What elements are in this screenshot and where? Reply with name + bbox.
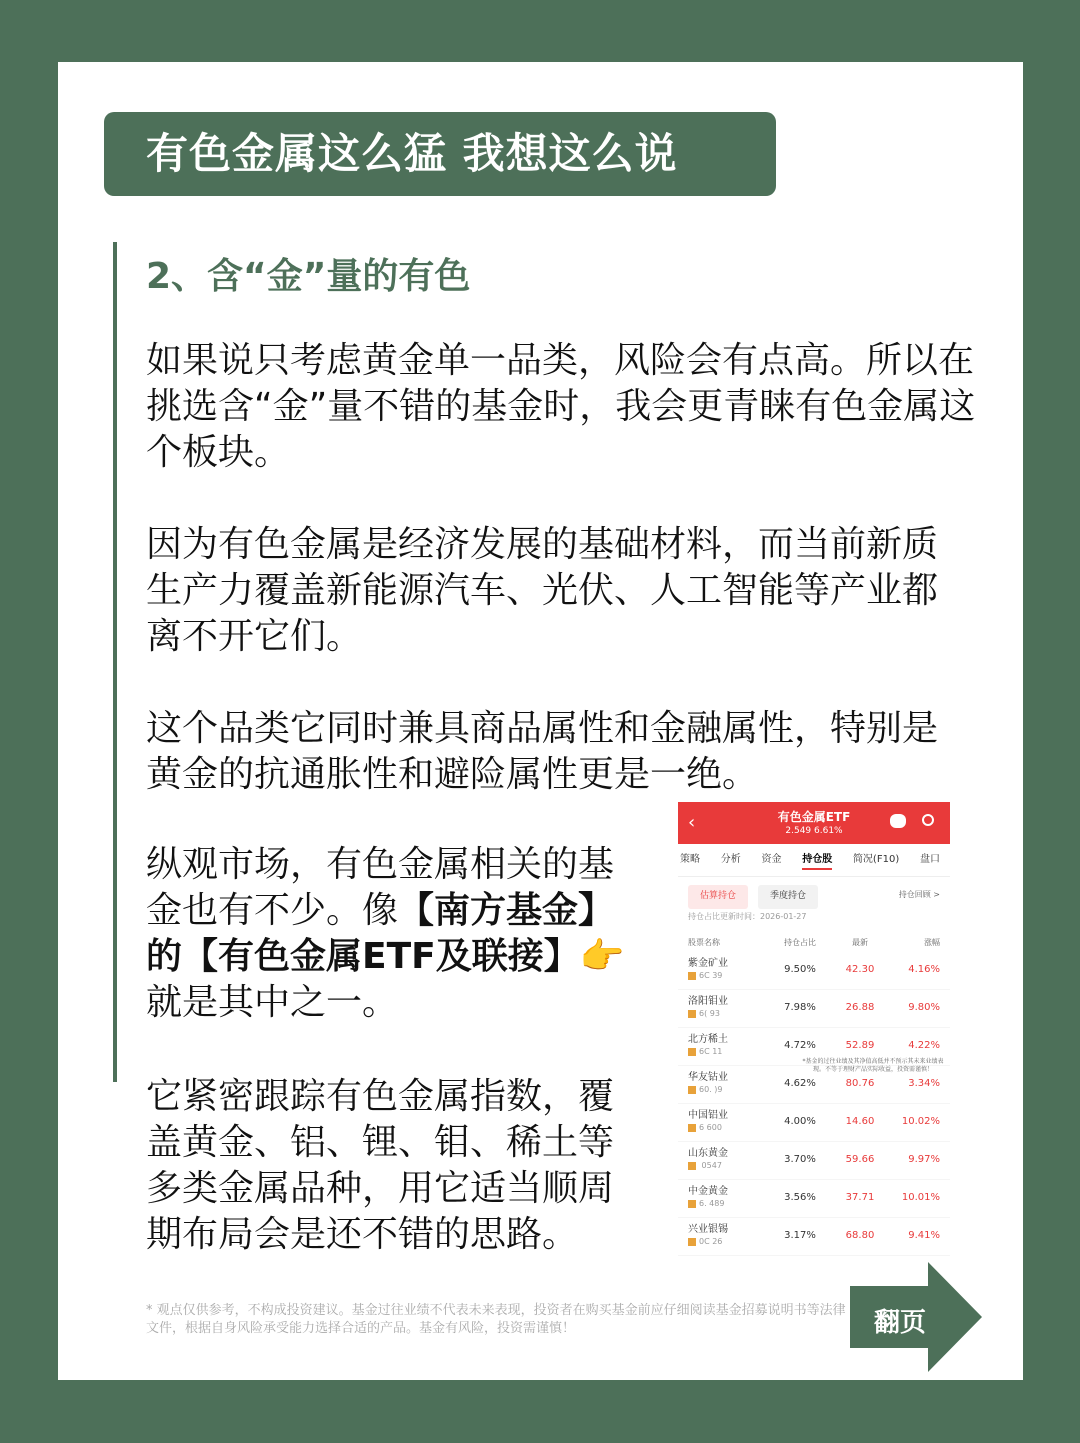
stock-name: 中金黄金 — [688, 1186, 728, 1197]
stock-code-text: 0C 26 — [699, 1237, 723, 1246]
risk-note: *基金的过往业绩及其净值高低并不预示其未来业绩表现。不等于理财产品实际收益，投资需谨慎！ — [802, 1058, 944, 1073]
latest-price: 59.66 — [845, 1154, 875, 1165]
holding-pct: 4.72% — [784, 1040, 816, 1051]
stock-name: 山东黄金 — [688, 1148, 728, 1159]
col-change: 涨幅 — [924, 938, 940, 947]
section-title: 2、含“金”量的有色 — [146, 256, 471, 297]
stock-code — [688, 1199, 724, 1208]
stock-name-cell — [688, 1148, 770, 1172]
holdings-table — [678, 952, 950, 1256]
latest-price: 37.71 — [845, 1192, 875, 1203]
holding-pct: 3.17% — [784, 1230, 816, 1241]
tab-profile[interactable]: 简况(F10) — [852, 854, 900, 865]
disclaimer: * 观点仅供参考，不构成投资建议。基金过往业绩不代表未来表现，投资者在购买基金前应仔细阅读基金招募说明书等法律文件，根据自身风险承受能力选择合适的产品。基金有风险，投资需谨慎！ — [146, 1303, 846, 1336]
fund-quote: 2.549 6.61% — [785, 826, 843, 836]
holding-pct: 9.50% — [784, 964, 816, 975]
paragraph-5: 它紧密跟踪有色金属指数，覆盖黄金、铝、锂、钼、稀土等多类金属品种，用它适当顺周期布局会是还不错的思路。 — [146, 1076, 615, 1255]
stock-name: 兴业银锡 — [688, 1224, 728, 1235]
stock-name: 紫金矿业 — [688, 958, 728, 969]
update-time: 持仓占比更新时间：2026-01-27 — [688, 912, 807, 921]
stock-code-text: 6C 39 — [699, 971, 723, 980]
stock-name-cell — [688, 1072, 770, 1096]
app-tabs — [678, 844, 950, 877]
stock-name-cell — [688, 1224, 770, 1248]
back-arrow-icon[interactable]: ‹ — [688, 812, 696, 833]
pointing-hand-icon: 👉 — [579, 936, 625, 977]
subtab-quarterly[interactable]: 季度持仓 — [758, 885, 818, 909]
stock-name: 华友钴业 — [688, 1072, 728, 1083]
market-badge-icon — [688, 1086, 696, 1094]
table-header — [678, 929, 950, 952]
paragraph-2: 因为有色金属是经济发展的基础材料，而当前新质生产力覆盖新能源汽车、光伏、人工智能等产业都离不开它们。 — [146, 524, 939, 657]
tab-strategy[interactable]: 策略 — [680, 854, 700, 865]
price-change: 9.80% — [908, 1002, 940, 1013]
holding-pct: 3.70% — [784, 1154, 816, 1165]
table-row[interactable] — [678, 1180, 950, 1218]
price-change: 9.41% — [908, 1230, 940, 1241]
stock-name: 北方稀土 — [688, 1034, 728, 1045]
market-badge-icon — [688, 1162, 696, 1170]
stock-code — [688, 1123, 722, 1132]
market-badge-icon — [688, 1048, 696, 1056]
latest-price: 80.76 — [845, 1078, 875, 1089]
fund-app-screenshot — [678, 802, 950, 1322]
tab-orderbook[interactable]: 盘口 — [919, 854, 940, 865]
app-header — [678, 802, 950, 844]
stock-code-text: 6. 489 — [699, 1199, 725, 1208]
market-badge-icon — [688, 1010, 696, 1018]
stock-name: 洛阳钼业 — [688, 996, 728, 1007]
holding-history-link[interactable]: 持仓回顾 > — [898, 890, 940, 899]
price-change: 3.34% — [908, 1078, 940, 1089]
table-row[interactable] — [678, 952, 950, 990]
price-change: 4.22% — [908, 1040, 940, 1051]
market-badge-icon — [688, 1200, 696, 1208]
stock-code-text: 6C 11 — [699, 1047, 723, 1056]
stock-code — [688, 1237, 722, 1246]
stock-code — [688, 1047, 722, 1056]
search-icon[interactable] — [922, 814, 934, 826]
stock-code — [688, 1161, 722, 1170]
stock-name: 中国铝业 — [688, 1110, 728, 1121]
subtab-estimated[interactable]: 估算持仓 — [688, 885, 748, 909]
stock-code-text: 6( 93 — [699, 1009, 720, 1018]
table-row[interactable] — [678, 1104, 950, 1142]
holding-pct: 4.62% — [784, 1078, 816, 1089]
col-price: 最新 — [852, 938, 868, 947]
price-change: 4.16% — [908, 964, 940, 975]
stock-name-cell — [688, 1034, 770, 1058]
stock-name-cell — [688, 958, 770, 982]
latest-price: 68.80 — [845, 1230, 875, 1241]
latest-price: 14.60 — [845, 1116, 875, 1127]
paragraph-1: 如果说只考虑黄金单一品类，风险会有点高。所以在挑选含“金”量不错的基金时，我会更青睐有色金属这个板块。 — [146, 340, 976, 473]
market-badge-icon — [688, 972, 696, 980]
paragraph-4-lead: 纵观市场，有色金属相关的基金也有不少。像 — [146, 844, 615, 931]
price-change: 9.97% — [908, 1154, 940, 1165]
fund-name-highlight: 【南方基金】的【有色金属ETF及联接】 — [146, 890, 615, 977]
stock-code-text: 6 600 — [699, 1123, 722, 1132]
holding-pct: 3.56% — [784, 1192, 816, 1203]
latest-price: 42.30 — [845, 964, 875, 975]
table-row[interactable] — [678, 990, 950, 1028]
next-page-button[interactable] — [850, 1262, 984, 1372]
fund-title: 有色金属ETF — [777, 810, 851, 824]
holding-pct: 7.98% — [784, 1002, 816, 1013]
stock-name-cell — [688, 996, 770, 1020]
col-name: 股票名称 — [688, 938, 720, 947]
stock-code-text: 60. )9 — [699, 1085, 723, 1094]
stock-name-cell — [688, 1110, 770, 1134]
latest-price: 26.88 — [845, 1002, 875, 1013]
stock-code — [688, 1009, 720, 1018]
paragraph-4-tail: 就是其中之一。 — [146, 982, 399, 1023]
page-title: 有色金属这么猛 我想这么说 — [104, 112, 776, 196]
price-change: 10.01% — [901, 1192, 940, 1203]
stock-name-cell — [688, 1186, 770, 1210]
holding-pct: 4.00% — [784, 1116, 816, 1127]
paragraph-3: 这个品类它同时兼具商品属性和金融属性，特别是黄金的抗通胀性和避险属性更是一绝。 — [146, 708, 939, 795]
holding-subtabs — [678, 877, 950, 909]
table-row[interactable] — [678, 1218, 950, 1256]
paragraph-4 — [146, 842, 646, 1026]
accent-line — [113, 242, 117, 1082]
stock-code-text: 0547 — [699, 1161, 722, 1170]
tab-funds[interactable]: 资金 — [761, 854, 782, 865]
content-card — [58, 62, 1023, 1380]
next-page-label: 翻页 — [874, 1308, 927, 1338]
robot-icon[interactable] — [890, 814, 906, 828]
table-row[interactable] — [678, 1142, 950, 1180]
stock-code — [688, 1085, 722, 1094]
tab-analysis[interactable]: 分析 — [720, 854, 741, 865]
tab-holdings[interactable]: 持仓股 — [802, 850, 832, 870]
market-badge-icon — [688, 1238, 696, 1246]
col-pct[interactable]: 持仓占比 — [784, 938, 816, 947]
latest-price: 52.89 — [845, 1040, 875, 1051]
price-change: 10.02% — [901, 1116, 940, 1127]
stock-code — [688, 971, 722, 980]
market-badge-icon — [688, 1124, 696, 1132]
